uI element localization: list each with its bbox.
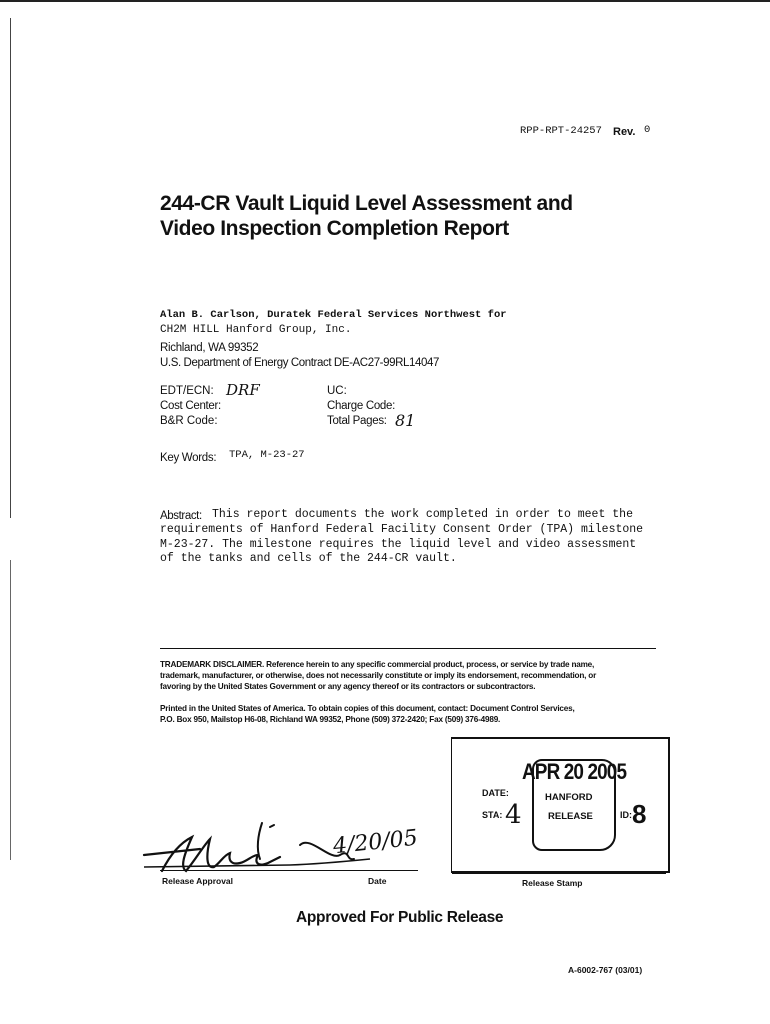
edt-ecn-value: DRF [226, 381, 260, 399]
stamp-sta-value: 4 [505, 800, 522, 830]
contract-line: U.S. Department of Energy Contract DE-AC27-99RL14047 [160, 357, 439, 369]
abstract-line3: M-23-27. The milestone requires the liquid level and video assessment [160, 538, 637, 551]
keywords-label: Key Words: [160, 452, 217, 464]
stamp-org-line1: HANFORD [545, 792, 593, 803]
scan-border-left [10, 18, 11, 518]
disclaimer-line3: favoring by the United States Government or any agency thereof or its contractors or subcontractors. [160, 682, 536, 691]
release-stamp-label: Release Stamp [522, 878, 583, 888]
form-number: A-6002-767 (03/01) [568, 965, 643, 975]
printed-line1: Printed in the United States of America. To obtain copies of this document, contact: Document Control Services, [160, 704, 575, 713]
total-pages-label: Total Pages: [327, 415, 387, 427]
stamp-id-label: ID: [620, 810, 632, 820]
disclaimer-line1: TRADEMARK DISCLAIMER. Reference herein to any specific commercial product, process, or service by trade name, [160, 660, 595, 669]
report-title-line1: 244-CR Vault Liquid Level Assessment and [160, 192, 573, 215]
abstract-label: Abstract: [160, 510, 202, 522]
edt-ecn-label: EDT/ECN: [160, 385, 214, 397]
organization-line: CH2M HILL Hanford Group, Inc. [160, 324, 352, 336]
signature-line [160, 870, 418, 871]
date-label: Date [368, 876, 387, 886]
stamp-sta-label: STA: [482, 810, 503, 820]
stamp-date-value: APR 20 2005 [522, 759, 627, 784]
total-pages-value: 81 [395, 411, 416, 430]
br-code-label: B&R Code: [160, 415, 218, 427]
release-approval-label: Release Approval [162, 876, 234, 886]
disclaimer-line2: trademark, manufacturer, or otherwise, does not necessarily constitute or imply its endorsement, recommendation, or [160, 671, 597, 680]
document-number: RPP-RPT-24257 [520, 125, 602, 137]
scan-border-left-lower [10, 560, 11, 860]
abstract-line1: This report documents the work completed in order to meet the [212, 508, 633, 521]
charge-code-label: Charge Code: [327, 400, 395, 412]
cost-center-label: Cost Center: [160, 400, 221, 412]
stamp-id-value: 8 [632, 799, 647, 829]
keywords-value: TPA, M-23-27 [229, 449, 305, 461]
scan-border-top [0, 0, 770, 2]
rev-value: 0 [644, 124, 651, 136]
author-line: Alan B. Carlson, Duratek Federal Services Northwest for [160, 309, 507, 321]
approved-for-public-release: Approved For Public Release [296, 909, 504, 926]
abstract-line4: of the tanks and cells of the 244-CR vault. [160, 552, 457, 565]
uc-label: UC: [327, 385, 347, 397]
rev-label: Rev. [613, 126, 636, 138]
stamp-date-label: DATE: [482, 788, 509, 798]
disclaimer-divider [160, 648, 656, 649]
handwritten-date: 4/20/05 [331, 825, 419, 860]
abstract-line2: requirements of Hanford Federal Facility Consent Order (TPA) milestone [160, 523, 644, 536]
report-title-line2: Video Inspection Completion Report [160, 217, 509, 240]
printed-line2: P.O. Box 950, Mailstop H6-08, Richland WA 99352, Phone (509) 372-2420; Fax (509) 376-4989. [160, 715, 501, 724]
address-line: Richland, WA 99352 [160, 342, 259, 354]
stamp-org-line2: RELEASE [548, 811, 593, 822]
stamp-line [452, 873, 666, 874]
